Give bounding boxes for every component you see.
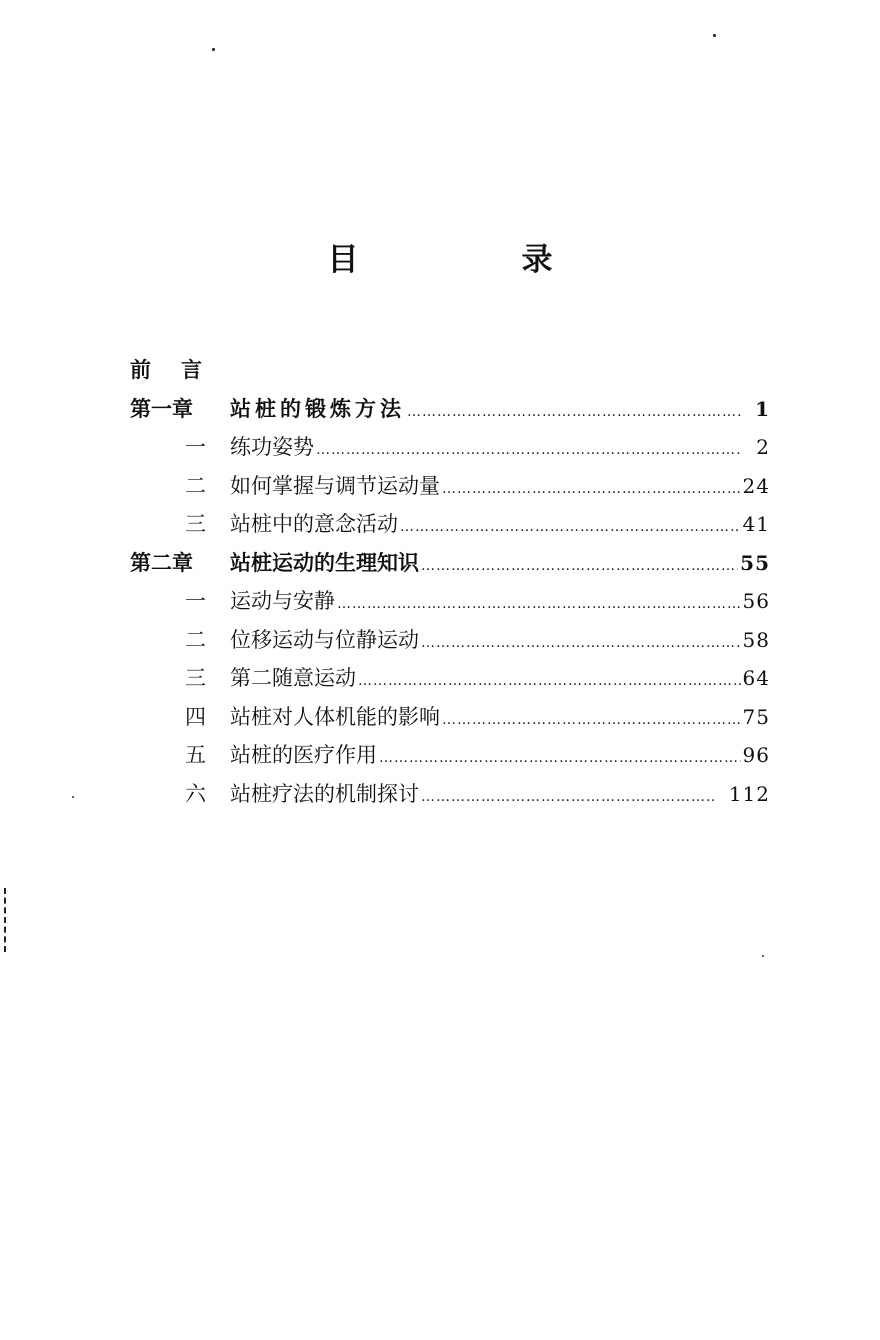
toc-dot-leader	[407, 397, 741, 427]
toc-dot-leader	[316, 435, 742, 465]
toc-page-number: 75	[742, 704, 770, 729]
toc-section[interactable]	[130, 779, 770, 818]
toc-section-number: 二	[185, 473, 206, 498]
toc-chapter-label: 第二章	[130, 549, 193, 575]
toc-chapter-title: 站桩的锻炼方法	[230, 395, 405, 421]
toc-dot-leader	[442, 705, 741, 735]
toc-page-number: 56	[742, 589, 770, 613]
toc-dot-leader	[421, 628, 741, 658]
toc-section-number: 三	[185, 512, 206, 536]
toc-section-title: 第二随意运动	[230, 666, 356, 690]
toc-chapter-2[interactable]	[130, 548, 770, 587]
toc-section-title: 站桩疗法的机制探讨	[230, 781, 419, 806]
toc-section-number: 六	[185, 781, 206, 806]
toc-section-title: 站桩中的意念活动	[230, 512, 398, 536]
toc-section[interactable]	[130, 509, 770, 548]
toc-section-title: 运动与安静	[230, 589, 335, 613]
toc-preface[interactable]	[130, 355, 770, 394]
toc-preface-label: 前言	[130, 357, 232, 382]
toc-section-title: 如何掌握与调节运动量	[230, 473, 440, 498]
toc-dot-leader	[358, 666, 741, 696]
toc-dot-leader	[400, 512, 741, 542]
toc-page-number: 64	[742, 666, 770, 690]
toc-page-number: 24	[742, 473, 770, 498]
toc-section-number: 一	[185, 589, 206, 613]
toc-chapter-label: 第一章	[130, 395, 193, 421]
table-of-contents	[130, 355, 770, 817]
scan-edge-mark	[4, 888, 10, 952]
toc-section[interactable]	[130, 663, 770, 702]
toc-section-number: 三	[185, 666, 206, 690]
toc-page-number: 41	[742, 512, 770, 536]
toc-section-number: 二	[185, 627, 206, 652]
toc-section-title: 练功姿势	[230, 435, 314, 459]
toc-dot-leader	[421, 782, 715, 812]
toc-chapter-title: 站桩运动的生理知识	[230, 549, 419, 575]
toc-page-number: 55	[740, 550, 770, 575]
toc-page-number: 1	[755, 396, 770, 421]
scan-speck-top-left	[212, 48, 215, 51]
toc-page-number: 96	[742, 743, 770, 767]
scan-speck-left	[72, 796, 74, 798]
toc-section[interactable]	[130, 625, 770, 664]
page-title: 目 录	[327, 242, 619, 278]
toc-chapter-1[interactable]	[130, 394, 770, 433]
toc-section[interactable]	[130, 586, 770, 625]
toc-page-number: 112	[728, 781, 770, 806]
toc-section-title: 站桩对人体机能的影响	[230, 704, 440, 729]
toc-dot-leader	[379, 743, 741, 773]
toc-dot-leader	[421, 551, 738, 581]
toc-page-number: 2	[756, 435, 770, 459]
toc-dot-leader	[442, 474, 741, 504]
toc-section-number: 四	[185, 704, 206, 729]
toc-section[interactable]	[130, 702, 770, 741]
toc-section[interactable]	[130, 740, 770, 779]
scan-speck-top-right	[713, 34, 716, 37]
toc-page-number: 58	[742, 627, 770, 652]
toc-section-title: 位移运动与位静运动	[230, 627, 419, 652]
toc-section[interactable]	[130, 471, 770, 510]
scan-speck-right	[762, 955, 764, 957]
toc-section-number: 一	[185, 435, 206, 459]
toc-section-title: 站桩的医疗作用	[230, 743, 377, 767]
toc-dot-leader	[337, 589, 741, 619]
toc-section[interactable]	[130, 432, 770, 471]
toc-section-number: 五	[185, 743, 206, 767]
